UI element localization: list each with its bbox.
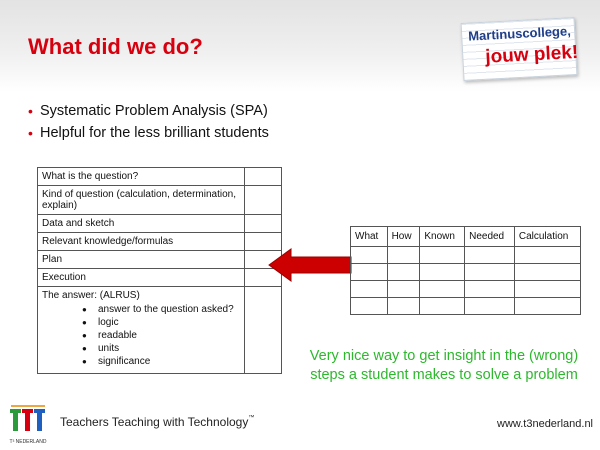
spa-step: Kind of question (calculation, determination, explain)	[38, 186, 245, 215]
empty-cell	[387, 264, 420, 281]
empty-cell	[420, 298, 465, 315]
bullet-icon: ●	[82, 318, 87, 327]
spa-step: Data and sketch	[38, 215, 245, 233]
answer-sublist	[42, 303, 240, 368]
table-row	[38, 168, 282, 186]
spa-empty-cell	[245, 168, 282, 186]
slide-title: What did we do?	[28, 34, 203, 59]
column-header: Needed	[465, 227, 515, 247]
spa-empty-cell	[245, 186, 282, 215]
column-header: What	[351, 227, 388, 247]
t3-logo-icon	[8, 400, 48, 446]
t3-logo-caption: T³ NEDERLAND	[9, 439, 47, 445]
bullet-icon: •	[28, 125, 33, 141]
table-row	[351, 281, 581, 298]
empty-cell	[420, 281, 465, 298]
red-arrow-left-icon	[267, 247, 353, 283]
column-header: Calculation	[514, 227, 580, 247]
school-logo	[461, 17, 578, 81]
table-row	[38, 215, 282, 233]
spa-answer-label: The answer: (ALRUS)	[42, 290, 140, 301]
table-row	[38, 186, 282, 215]
answer-item-text: logic	[98, 317, 119, 328]
empty-cell	[351, 264, 388, 281]
table-header-row	[351, 227, 581, 247]
bullet-icon: ●	[82, 331, 87, 340]
empty-cell	[351, 298, 388, 315]
table-row	[38, 233, 282, 251]
trademark-mark: ™	[248, 415, 255, 421]
spa-step: Execution	[38, 269, 245, 287]
spa-empty-cell	[245, 287, 282, 374]
insight-note: Very nice way to get insight in the (wrong) steps a student makes to solve a problem	[309, 348, 579, 383]
spa-step: Relevant knowledge/formulas	[38, 233, 245, 251]
table-row	[351, 298, 581, 315]
bullet-text: Systematic Problem Analysis (SPA)	[40, 103, 268, 119]
table-row	[351, 247, 581, 264]
empty-cell	[514, 264, 580, 281]
empty-cell	[351, 247, 388, 264]
column-header: How	[387, 227, 420, 247]
table-row	[38, 287, 282, 374]
answer-item-text: significance	[98, 356, 151, 367]
calculation-table	[350, 226, 581, 315]
bullet-list	[28, 103, 269, 147]
answer-item-text: readable	[98, 330, 137, 341]
empty-cell	[465, 298, 515, 315]
answer-item	[82, 329, 240, 342]
empty-cell	[465, 264, 515, 281]
footer-tagline-text: Teachers Teaching with Technology	[60, 415, 249, 429]
answer-item	[82, 342, 240, 355]
empty-cell	[420, 247, 465, 264]
bullet-item	[28, 125, 269, 141]
spa-answer-cell	[38, 287, 245, 374]
table-row	[351, 264, 581, 281]
table-row	[38, 269, 282, 287]
spa-step: What is the question?	[38, 168, 245, 186]
answer-item	[82, 355, 240, 368]
footer-tagline	[60, 415, 254, 429]
answer-item-text: units	[98, 343, 120, 354]
empty-cell	[465, 247, 515, 264]
empty-cell	[514, 281, 580, 298]
logo-line2: jouw plek!	[484, 41, 579, 68]
table-row	[38, 251, 282, 269]
empty-cell	[465, 281, 515, 298]
bullet-icon: ●	[82, 357, 87, 366]
spa-empty-cell	[245, 215, 282, 233]
empty-cell	[387, 247, 420, 264]
bullet-text: Helpful for the less brilliant students	[40, 125, 269, 141]
column-header: Known	[420, 227, 465, 247]
bullet-icon: •	[28, 103, 33, 119]
footer-url[interactable]: www.t3nederland.nl	[497, 418, 594, 430]
bullet-item	[28, 103, 269, 119]
empty-cell	[514, 298, 580, 315]
empty-cell	[387, 298, 420, 315]
bullet-icon: ●	[82, 305, 87, 314]
answer-item	[82, 303, 240, 316]
spa-step: Plan	[38, 251, 245, 269]
answer-item	[82, 316, 240, 329]
bullet-icon: ●	[82, 344, 87, 353]
logo-line1: Martinuscollege,	[467, 23, 572, 44]
empty-cell	[420, 264, 465, 281]
answer-item-text: answer to the question asked?	[98, 304, 234, 315]
spa-table	[37, 167, 282, 374]
empty-cell	[514, 247, 580, 264]
empty-cell	[387, 281, 420, 298]
empty-cell	[351, 281, 388, 298]
